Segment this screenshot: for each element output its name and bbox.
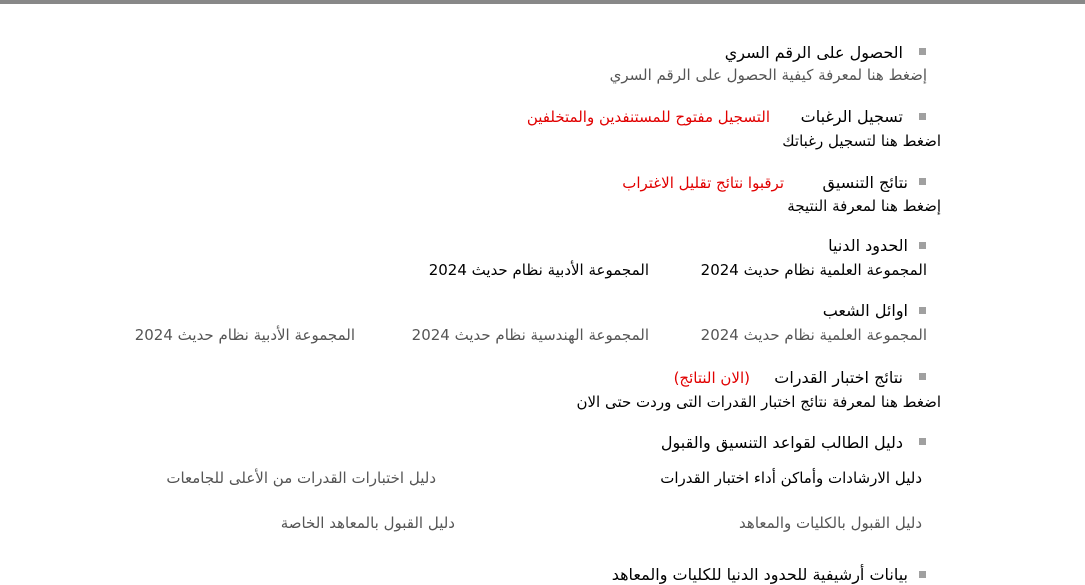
- section-title-top-students: اوائل الشعب: [822, 301, 908, 320]
- bullet-archive: [919, 571, 926, 578]
- section-title-guide: دليل الطالب لقواعد التنسيق والقبول: [660, 433, 903, 452]
- section-title-desires: تسجيل الرغبات: [800, 107, 903, 126]
- bullet-minimums: [919, 242, 926, 249]
- section-title-pin: الحصول على الرقم السري: [724, 43, 903, 62]
- section-title-results: نتائج التنسيق: [822, 173, 908, 192]
- results-notice: ترقبوا نتائج تقليل الاغتراب: [622, 174, 784, 192]
- section-title-minimums: الحدود الدنيا: [828, 236, 908, 255]
- link-top-engineering[interactable]: المجموعة الهندسية نظام حديث 2024: [411, 326, 649, 344]
- link-aptitude-results[interactable]: اضغط هنا لمعرفة نتائج اختبار القدرات التى وردت حتى الان: [576, 393, 941, 411]
- bullet-pin: [919, 48, 926, 55]
- desires-notice: التسجيل مفتوح للمستنفدين والمتخلفين: [526, 108, 770, 126]
- link-minimums-literary[interactable]: المجموعة الأدبية نظام حديث 2024: [428, 261, 649, 279]
- link-register-desires[interactable]: اضغط هنا لتسجيل رغباتك: [782, 132, 941, 150]
- link-guide-private[interactable]: دليل القبول بالمعاهد الخاصة: [280, 514, 455, 532]
- link-know-result[interactable]: إضغط هنا لمعرفة النتيجة: [787, 197, 941, 215]
- bullet-desires: [919, 113, 926, 120]
- top-border: [0, 0, 1085, 4]
- link-archive[interactable]: بيانات أرشيفية للحدود الدنيا للكليات والمعاهد: [611, 565, 908, 584]
- bullet-guide: [919, 438, 926, 445]
- link-guide-colleges[interactable]: دليل القبول بالكليات والمعاهد: [739, 514, 922, 532]
- bullet-results: [919, 178, 926, 185]
- bullet-aptitude: [919, 373, 926, 380]
- link-top-science[interactable]: المجموعة العلمية نظام حديث 2024: [700, 326, 927, 344]
- link-top-literary[interactable]: المجموعة الأدبية نظام حديث 2024: [134, 326, 355, 344]
- link-pin-howto[interactable]: إضغط هنا لمعرفة كيفية الحصول على الرقم السري: [609, 66, 927, 84]
- link-minimums-science[interactable]: المجموعة العلمية نظام حديث 2024: [700, 261, 927, 279]
- link-guide-instructions[interactable]: دليل الارشادات وأماكن أداء اختبار القدرات: [660, 469, 922, 487]
- bullet-top-students: [919, 307, 926, 314]
- aptitude-notice: (الان النتائج): [673, 369, 750, 387]
- section-title-aptitude: نتائج اختبار القدرات: [774, 368, 903, 387]
- link-guide-supreme[interactable]: دليل اختبارات القدرات من الأعلى للجامعات: [166, 469, 436, 487]
